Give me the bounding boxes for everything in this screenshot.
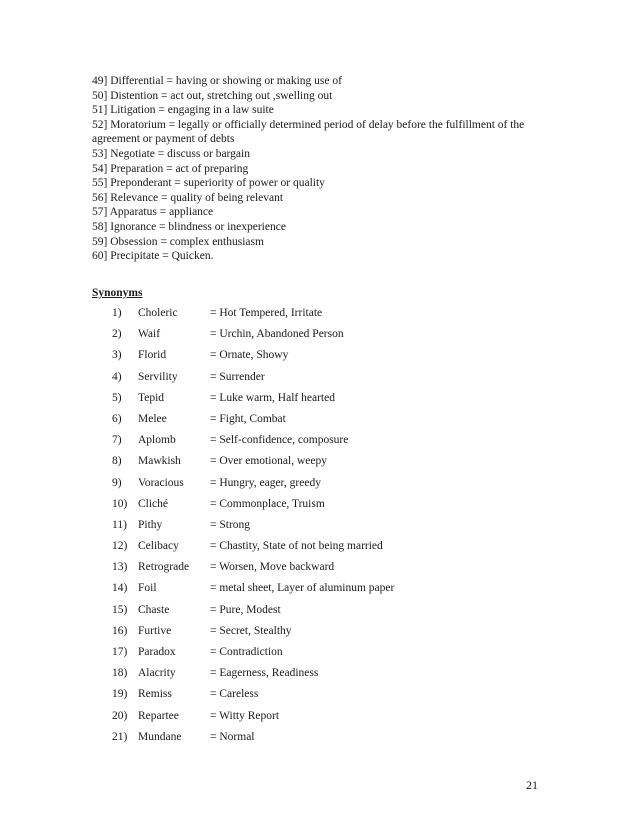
list-item [112, 477, 552, 498]
synonym-word: Pithy [138, 518, 163, 531]
synonym-number: 19) [112, 688, 128, 701]
synonym-number: 11) [112, 518, 127, 531]
synonym-number: 18) [112, 667, 128, 680]
definition-line: 57] Apparatus = appliance [92, 206, 214, 219]
synonym-number: 9) [112, 476, 122, 489]
synonym-word: Alacrity [138, 667, 176, 680]
definition-list [92, 74, 552, 264]
synonym-number: 12) [112, 540, 128, 553]
synonym-word: Melee [138, 412, 167, 425]
synonym-meaning: = Worsen, Move backward [210, 561, 335, 574]
list-item [112, 646, 552, 667]
synonym-word: Tepid [138, 391, 165, 404]
definition-line: 53] Negotiate = discuss or bargain [92, 147, 250, 160]
list-item [112, 710, 552, 731]
list-item [112, 731, 552, 752]
synonym-word: Chaste [138, 603, 170, 616]
definition-line: 52] Moratorium = legally or officially determined period of delay before the fulfillment of the agreement or payment of debts [92, 118, 525, 146]
definition-line: 51] Litigation = engaging in a law suite [92, 104, 274, 117]
list-item [112, 540, 552, 561]
list-item [112, 413, 552, 434]
synonym-meaning: = Luke warm, Half hearted [210, 391, 335, 404]
synonym-number: 16) [112, 624, 128, 637]
synonym-word: Paradox [138, 646, 176, 658]
synonym-meaning: = Witty Report [210, 709, 280, 722]
synonym-number: 5) [112, 391, 122, 404]
synonym-number: 3) [112, 349, 122, 362]
synonyms-heading: Synonyms [92, 287, 143, 299]
synonym-meaning: = Fight, Combat [210, 412, 286, 425]
synonym-number: 13) [112, 561, 128, 574]
definition-line: 56] Relevance = quality of being relevant [92, 191, 284, 204]
synonym-word: Florid [138, 349, 167, 362]
synonym-word: Waif [138, 328, 161, 341]
list-item [112, 604, 552, 625]
synonym-number: 17) [112, 646, 128, 658]
synonym-number: 14) [112, 582, 128, 595]
synonym-number: 4) [112, 370, 122, 383]
synonym-number: 1) [112, 307, 122, 319]
list-item [112, 307, 552, 328]
synonym-word: Mundane [138, 730, 182, 743]
definition-line: 50] Distention = act out, stretching out ,swelling out [92, 89, 333, 102]
synonym-word: Aplomb [138, 434, 176, 447]
synonym-meaning: = Ornate, Showy [210, 349, 289, 362]
synonym-number: 21) [112, 730, 128, 743]
list-item [112, 349, 552, 370]
list-item [112, 392, 552, 413]
synonym-word: Mawkish [138, 455, 181, 468]
synonym-word: Furtive [138, 624, 172, 637]
definition-line: 54] Preparation = act of preparing [92, 162, 249, 175]
list-item [112, 625, 552, 646]
synonym-number: 8) [112, 455, 122, 468]
synonym-meaning: = Self-confidence, composure [210, 434, 349, 447]
synonym-word: Choleric [138, 307, 178, 319]
synonym-word: Servility [138, 370, 178, 383]
list-item [112, 688, 552, 709]
synonym-meaning: = Hungry, eager, greedy [210, 476, 321, 489]
synonym-number: 2) [112, 328, 122, 341]
synonym-meaning: = Strong [210, 518, 251, 531]
list-item [112, 371, 552, 392]
definition-line: 59] Obsession = complex enthusiasm [92, 235, 264, 248]
synonym-meaning: = Secret, Stealthy [210, 624, 292, 637]
synonym-word: Repartee [138, 709, 179, 722]
synonym-word: Cliché [138, 497, 169, 510]
synonym-number: 10) [112, 497, 128, 510]
synonym-meaning: = Careless [210, 688, 259, 701]
list-item [112, 582, 552, 603]
list-item [112, 498, 552, 519]
definition-line: 60] Precipitate = Quicken. [92, 250, 214, 263]
synonym-number: 15) [112, 603, 128, 616]
definition-line: 55] Preponderant = superiority of power or quality [92, 177, 325, 190]
synonym-meaning: = Hot Tempered, Irritate [210, 307, 323, 319]
synonym-meaning: = Normal [210, 730, 255, 743]
synonym-word: Remiss [138, 688, 172, 701]
definition-line: 49] Differential = having or showing or making use of [92, 75, 342, 87]
synonym-meaning: = metal sheet, Layer of aluminum paper [210, 582, 395, 595]
synonym-word: Retrograde [138, 561, 190, 574]
synonym-meaning: = Chastity, State of not being married [210, 540, 383, 553]
list-item [112, 328, 552, 349]
synonym-meaning: = Pure, Modest [210, 603, 281, 616]
synonym-list [112, 307, 552, 752]
page-number: 21 [526, 778, 538, 792]
synonym-meaning: = Commonplace, Truism [210, 497, 325, 510]
synonym-meaning: = Over emotional, weepy [210, 455, 327, 468]
synonym-word: Voracious [138, 476, 184, 489]
synonym-meaning: = Eagerness, Readiness [210, 667, 319, 680]
synonym-number: 20) [112, 709, 128, 722]
list-item [112, 667, 552, 688]
synonym-meaning: = Contradiction [210, 646, 283, 658]
definition-line: 58] Ignorance = blindness or inexperience [92, 220, 286, 233]
synonym-number: 6) [112, 412, 122, 425]
synonym-word: Foil [138, 582, 157, 595]
synonym-meaning: = Urchin, Abandoned Person [210, 328, 344, 341]
list-item [112, 455, 552, 476]
list-item [112, 561, 552, 582]
synonym-number: 7) [112, 434, 122, 447]
list-item [112, 434, 552, 455]
synonym-word: Celibacy [138, 540, 179, 553]
synonym-meaning: = Surrender [210, 370, 265, 383]
list-item [112, 519, 552, 540]
